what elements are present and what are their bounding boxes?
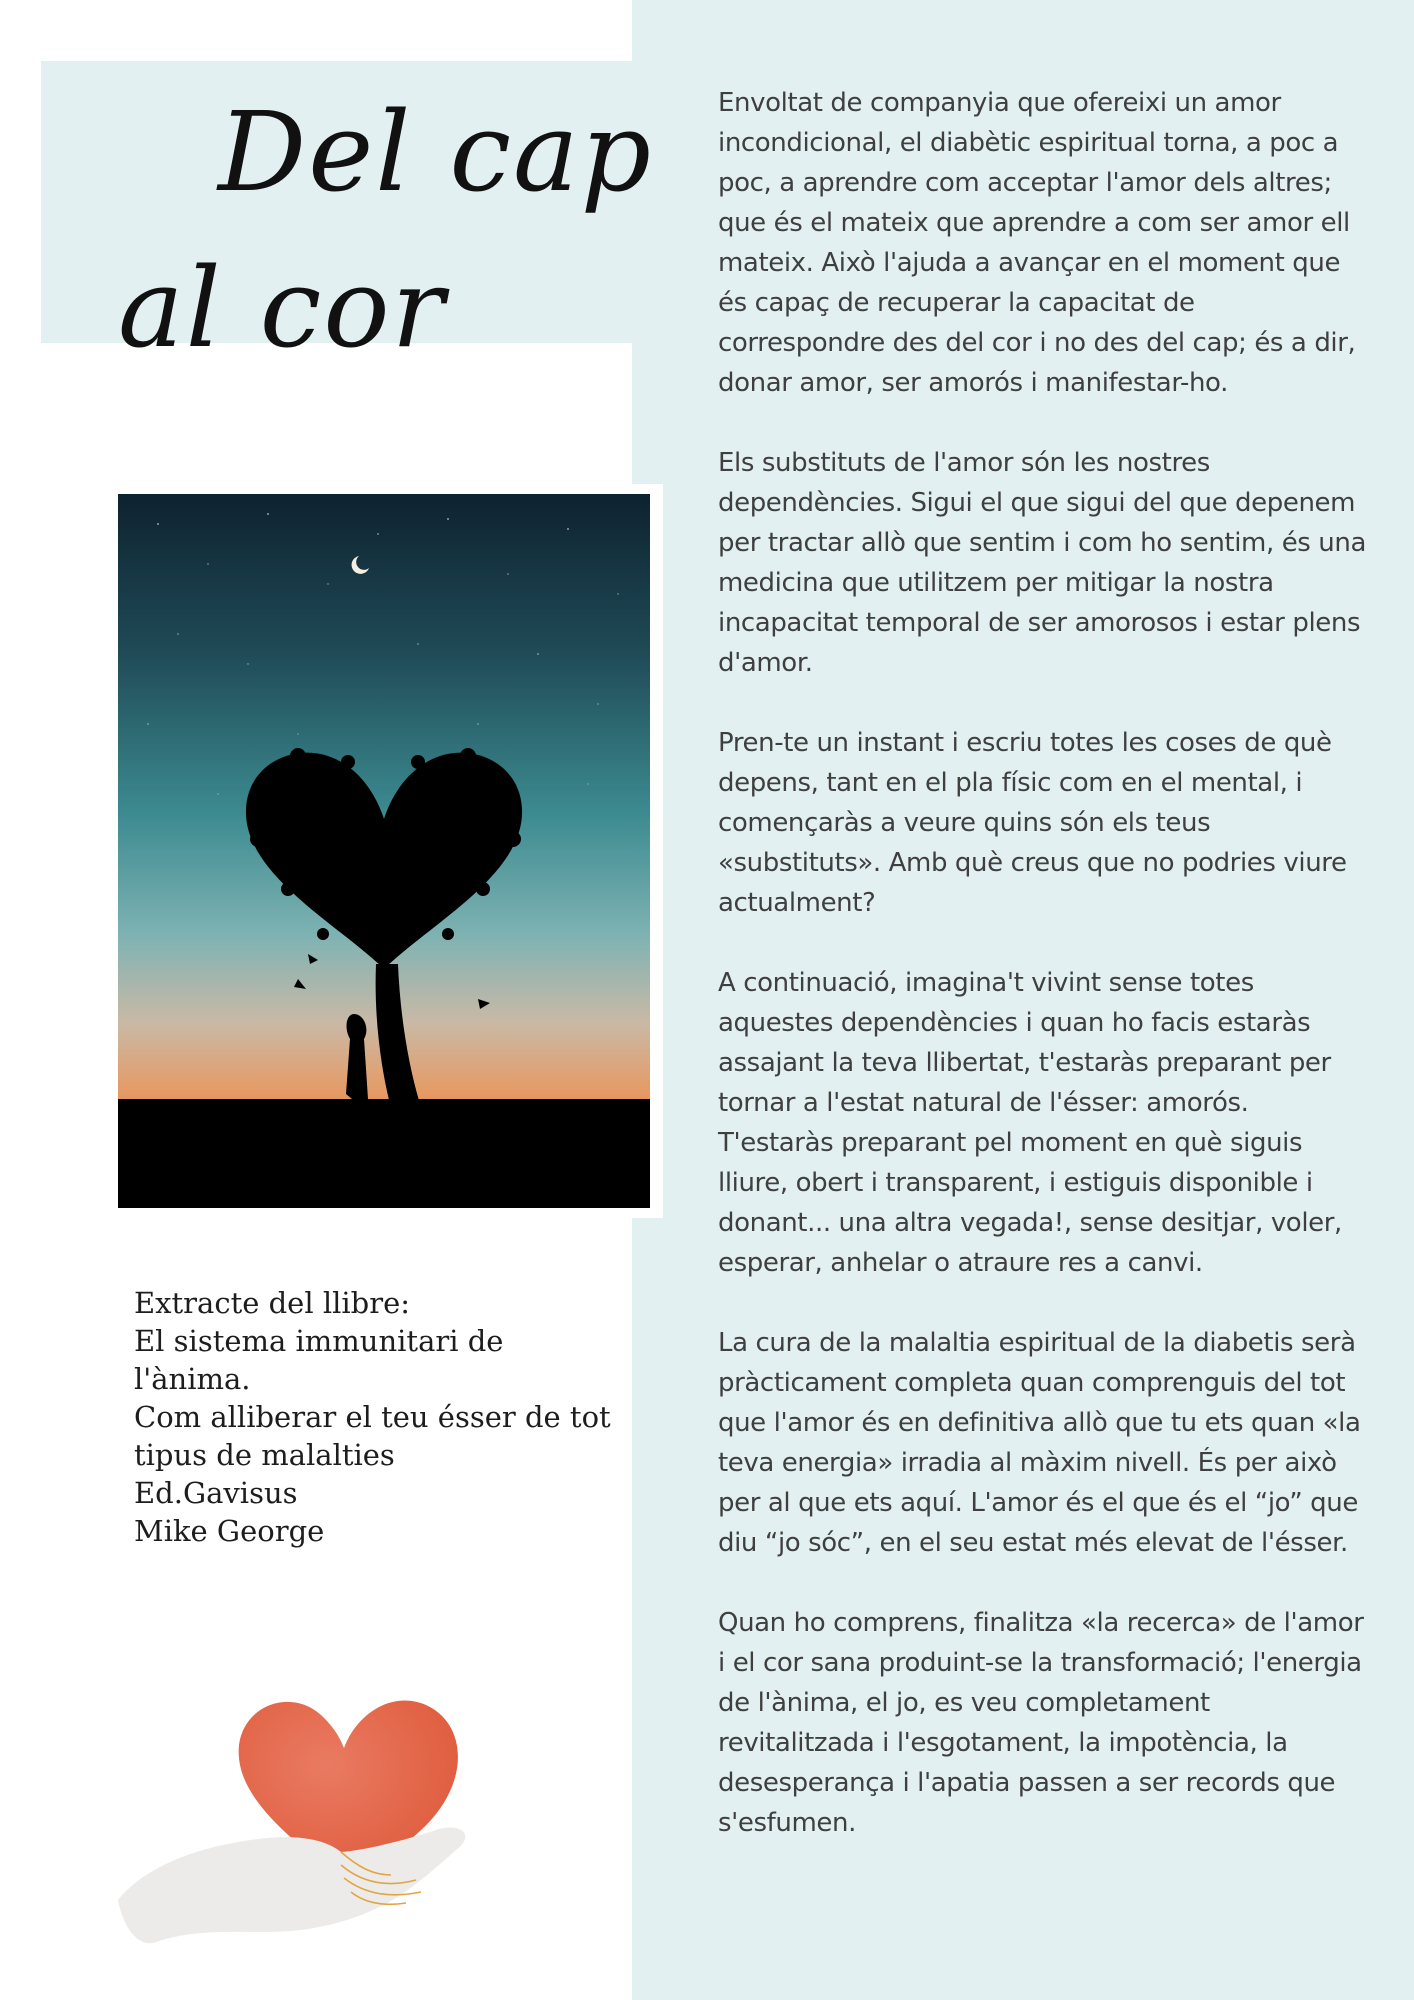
hand-shape: [118, 1828, 465, 1944]
book-credit: [134, 1284, 624, 1550]
body-paragraph: La cura de la malaltia espiritual de la diabetis serà pràcticament completa quan comprenguis del tot que l'amor és en definitiva allò que tu ets quan «la teva energia» irradia al màxim nivell. És per això per al que ets aquí. L'amor és el que és el “jo” que diu “jo sóc”, en el seu estat més elevat de l'ésser.: [718, 1328, 1361, 1558]
body-paragraph: Els substituts de l'amor són les nostres dependències. Sigui el que sigui del que depenem per tractar allò que sentim i com ho sentim, és una medicina que utilitzem per mitigar la nostra incapacitat temporal de ser amorosos i estar plens d'amor.: [718, 448, 1366, 678]
body-paragraph: A continuació, imagina't vivint sense totes aquestes dependències i quan ho facis estaràs assajant la teva llibertat, t'estaràs preparant per tornar a l'estat natural de l'ésser: amorós. T'estaràs preparant pel moment en què siguis lliure, obert i transparent, i estiguis disponible i donant... una altra vegada!, sense desitjar, voler, esperar, anhelar o atraure res a canvi.: [718, 968, 1342, 1278]
body-paragraph: Envoltat de companyia que ofereixi un amor incondicional, el diabètic espiritual torna, a poc a poc, a aprendre com acceptar l'amor dels altres; que és el mateix que aprendre a com ser amor ell mateix. Això l'ajuda a avançar en el moment que és capaç de recuperar la capacitat de correspondre des del cor i no des del cap; és a dir, donar amor, ser amorós i manifestar-ho.: [718, 88, 1356, 398]
article-body: [718, 83, 1368, 1883]
credit-line: El sistema immunitari de l'ànima.: [134, 1324, 504, 1396]
credit-line: Extracte del llibre:: [134, 1286, 411, 1320]
title-line-2: al cor: [118, 244, 447, 372]
body-paragraph: Quan ho comprens, finalitza «la recerca» de l'amor i el cor sana produint-se la transformació; l'energia de l'ànima, el jo, es veu completament revitalitzada i l'esgotament, la impotència, la desesperança i l'apatia passen a ser records que s'esfumen.: [718, 1608, 1364, 1838]
credit-line: Mike George: [134, 1514, 325, 1548]
title-line-1: Del cap: [218, 88, 654, 216]
credit-line: Com alliberar el teu ésser de tot tipus de malalties: [134, 1400, 611, 1472]
heart-tree-silhouette-icon: [118, 494, 650, 1208]
credit-line: Ed.Gavisus: [134, 1476, 298, 1510]
body-paragraph: Pren-te un instant i escriu totes les coses de què depens, tant en el pla físic com en el mental, i començaràs a veure quins són els teus «substituts». Amb què creus que no podries viure actualment?: [718, 728, 1347, 918]
heart-in-hand-icon: [116, 1660, 566, 1960]
page-title: [118, 74, 658, 386]
